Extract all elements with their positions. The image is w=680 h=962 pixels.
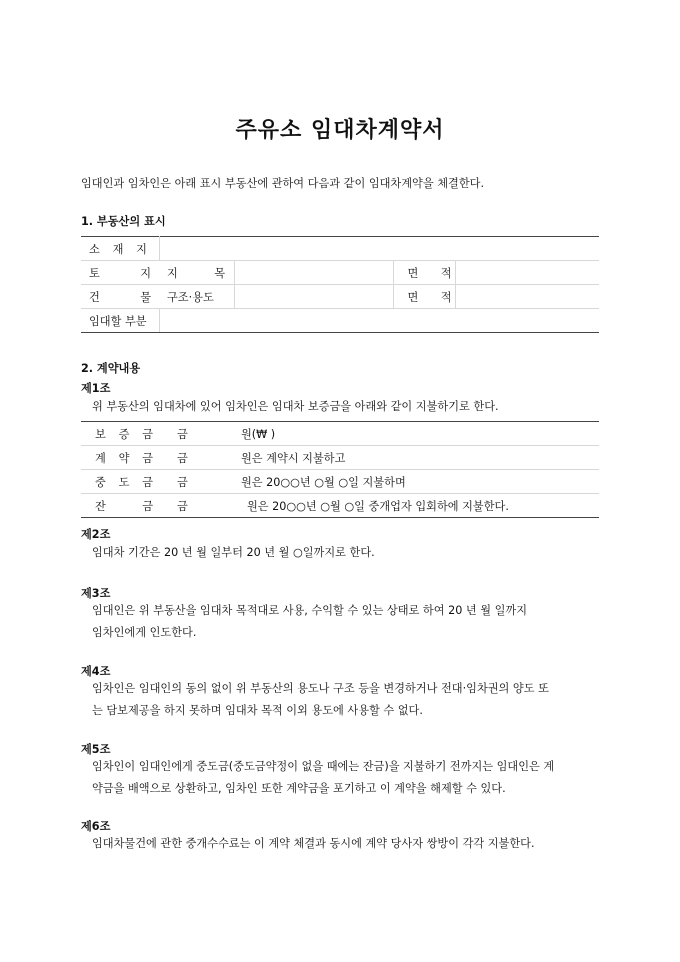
article-2-heading: 제2조: [81, 528, 111, 541]
article-1-body: 위 부동산의 임대차에 있어 임차인은 임대차 보증금을 아래와 같이 지불하기로 한다.: [92, 400, 499, 413]
down-payment-unit: 금: [169, 446, 233, 470]
table-row: [81, 470, 599, 494]
section-2-heading: 2. 계약내용: [81, 362, 141, 375]
document-title: 주유소 임대차계약서: [235, 118, 445, 143]
table-row: [81, 446, 599, 470]
article-4-line-1: 임차인은 임대인의 동의 없이 위 부동산의 용도나 구조 등을 변경하거나 전대·임차권의 양도 또: [92, 682, 549, 695]
land-category-label: 지 목: [159, 261, 234, 285]
location-label: 소 재 지: [81, 237, 159, 261]
building-structure-value: [234, 285, 393, 309]
article-6-heading: 제6조: [81, 820, 111, 833]
table-row: [81, 237, 599, 261]
leased-portion-value: [159, 309, 599, 333]
interim-payment-text: 원은 20○○년 ○월 ○일 지불하며: [233, 470, 599, 494]
article-5-heading: 제5조: [81, 743, 111, 756]
article-3-line-2: 임차인에게 인도한다.: [92, 626, 197, 639]
article-1-heading: 제1조: [81, 382, 111, 395]
article-4-line-2: 는 담보제공을 하지 못하며 임대차 목적 이외 용도에 사용할 수 없다.: [92, 704, 423, 717]
article-4-heading: 제4조: [81, 665, 111, 678]
table-row: [81, 285, 599, 309]
balance-label: 잔 금: [81, 494, 169, 518]
down-payment-text: 원은 계약시 지불하고: [233, 446, 599, 470]
building-area-label: 면 적: [393, 285, 455, 309]
deposit-text: 원(₩ ): [233, 422, 599, 446]
leased-portion-label: 임대할 부분: [81, 309, 159, 333]
table-row: [81, 309, 599, 333]
payment-table: [81, 421, 599, 518]
land-label: 토 지: [81, 261, 159, 285]
table-row: [81, 261, 599, 285]
property-table: [81, 236, 599, 333]
deposit-label: 보 증 금: [81, 422, 169, 446]
table-row: [81, 494, 599, 518]
article-6-body: 임대차물건에 관한 중개수수료는 이 계약 체결과 동시에 계약 당사자 쌍방이 각각 지불한다.: [92, 837, 535, 850]
deposit-unit: 금: [169, 422, 233, 446]
section-1-heading: 1. 부동산의 표시: [81, 215, 166, 228]
article-2-body: 임대차 기간은 20 년 월 일부터 20 년 월 ○일까지로 한다.: [92, 546, 375, 559]
article-5-line-1: 임차인이 임대인에게 중도금(중도금약정이 없을 때에는 잔금)을 지불하기 전까지는 임대인은 계: [92, 760, 555, 773]
intro-paragraph: 임대인과 임차인은 아래 표시 부동산에 관하여 다음과 같이 임대차계약을 체결한다.: [81, 177, 485, 190]
land-area-label: 면 적: [393, 261, 455, 285]
interim-payment-label: 중 도 금: [81, 470, 169, 494]
building-label: 건 물: [81, 285, 159, 309]
balance-unit: 금: [169, 494, 233, 518]
building-structure-label: 구조·용도: [159, 285, 234, 309]
interim-payment-unit: 금: [169, 470, 233, 494]
article-3-heading: 제3조: [81, 587, 111, 600]
location-value: [159, 237, 599, 261]
land-area-value: [455, 261, 599, 285]
balance-text: 원은 20○○년 ○월 ○일 중개업자 입회하에 지불한다.: [233, 494, 599, 518]
down-payment-label: 계 약 금: [81, 446, 169, 470]
land-category-value: [234, 261, 393, 285]
building-area-value: [455, 285, 599, 309]
article-5-line-2: 약금을 배액으로 상환하고, 임차인 또한 계약금을 포기하고 이 계약을 해제할 수 있다.: [92, 782, 506, 795]
table-row: [81, 422, 599, 446]
article-3-line-1: 임대인은 위 부동산을 임대차 목적대로 사용, 수익할 수 있는 상태로 하여 20 년 월 일까지: [92, 604, 528, 617]
